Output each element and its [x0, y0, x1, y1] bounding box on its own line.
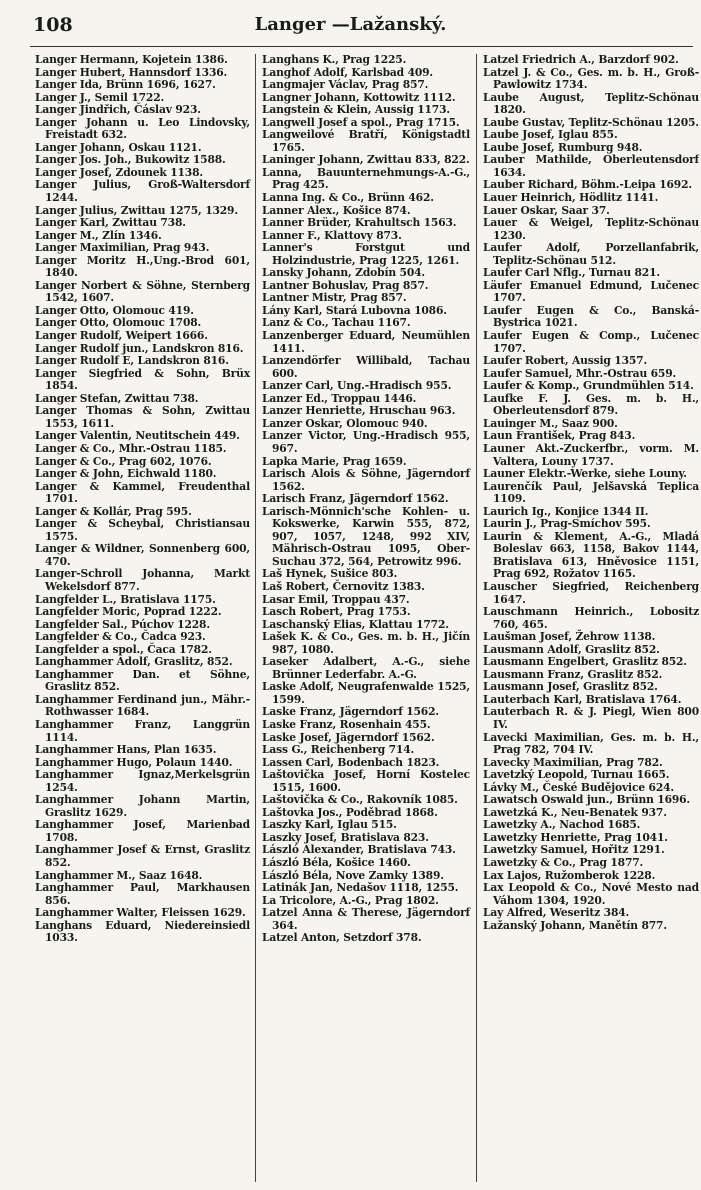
directory-entry: Langfelder L., Bratislava 1175. [35, 592, 216, 606]
directory-entry: Langer Otto, Olomouc 1708. [35, 316, 202, 330]
directory-entry: Lanner Alex., Košice 874. [262, 203, 411, 217]
directory-entry: Laufer Robert, Aussig 1357. [483, 354, 648, 368]
header-rule [30, 46, 693, 47]
directory-entry: Laufer Carl Nflg., Turnau 821. [483, 266, 660, 280]
directory-entry: Langer Julius, Groß-Waltersdorf 1244. [35, 178, 250, 205]
directory-entry: Latzel Anton, Setzdorf 378. [262, 931, 422, 945]
directory-entry: Lauschmann Heinrich., Lobositz 760, 465. [483, 605, 699, 631]
directory-entry: Lausmann Josef, Graslitz 852. [483, 680, 658, 694]
directory-entry: Latzel Friedrich A., Barzdorf 902. [483, 54, 679, 66]
directory-entry: Langer & Co., Mhr.-Ostrau 1185. [35, 441, 227, 455]
directory-entry: Lawetzky Samuel, Hořitz 1291. [483, 843, 665, 857]
directory-entry: Laufer Eugen & Comp., Lučenec 1707. [483, 329, 699, 355]
directory-entry: László Alexander, Bratislava 743. [262, 843, 456, 857]
directory-entry: Laube Josef, Rumburg 948. [483, 140, 643, 154]
directory-entry: Laurin J., Prag-Smíchov 595. [483, 517, 651, 531]
directory-entry: Lantner Bohuslav, Prag 857. [262, 278, 429, 292]
directory-entry: Lawatsch Oswald jun., Brünn 1696. [483, 793, 691, 807]
directory-entry: Lauer Heinrich, Hödlitz 1141. [483, 191, 659, 205]
directory-entry: Langer Hermann, Kojetein 1386. [35, 54, 228, 66]
directory-entry: Langhammer Josef & Ernst, Graslitz 852. [35, 843, 250, 869]
directory-entry: Lausmann Franz, Graslitz 852. [483, 667, 663, 681]
directory-entry: Lawetzká K., Neu-Benatek 937. [483, 805, 667, 819]
directory-entry: Langfelder & Co., Čadca 923. [35, 630, 206, 644]
directory-entry: Langhammer Josef, Marienbad 1708. [35, 818, 250, 844]
directory-entry: Laninger Johann, Zwittau 833, 822. [262, 153, 470, 167]
directory-entry: Langer Rudolf E, Landskron 816. [35, 354, 229, 368]
directory-entry: Langfelder Moric, Poprad 1222. [35, 605, 222, 619]
page-number: 108 [33, 14, 73, 36]
directory-entry: Lanzer Victor, Ung.-Hradisch 955, 967. [262, 429, 470, 455]
directory-entry: Laufer Samuel, Mhr.-Ostrau 659. [483, 366, 677, 380]
directory-entry: Langer M., Zlín 1346. [35, 228, 162, 242]
directory-entry: Lauterbach Karl, Bratislava 1764. [483, 692, 682, 706]
directory-entry: Langer Stefan, Zwittau 738. [35, 391, 199, 405]
directory-entry: Laske Josef, Jägerndorf 1562. [262, 730, 435, 744]
directory-entry: Laube Josef, Iglau 855. [483, 128, 618, 142]
directory-entry: Lasar Emil, Troppau 437. [262, 592, 410, 606]
directory-entry: Langer Siegfried & Sohn, Brüx 1854. [35, 366, 250, 393]
directory-entry: Langer Johann, Oskau 1121. [35, 140, 202, 154]
directory-entry: Langhof Adolf, Karlsbad 409. [262, 65, 434, 79]
directory-entry: Latzel J. & Co., Ges. m. b. H., Groß-Pawlowitz 1734. [483, 65, 699, 92]
directory-entry: Langer & Co., Prag 602, 1076. [35, 454, 212, 468]
directory-entry: Lašek K. & Co., Ges. m. b. H., Jičín 987, 1080. [262, 630, 470, 656]
directory-entry: Langhammer Johann Martin, Graslitz 1629. [35, 793, 250, 819]
directory-entry: Lawetzky & Co., Prag 1877. [483, 856, 644, 869]
directory-entry: Langhammer Ferdinand jun., Mähr.-Rothwasser 1684. [35, 692, 250, 719]
directory-entry: Langner Johann, Kottowitz 1112. [262, 90, 456, 104]
directory-entry: Launer Akt.-Zuckerfbr., vorm. M. Valtera, Louny 1737. [483, 441, 699, 468]
directory-entry: Langer Thomas & Sohn, Zwittau 1553, 1611. [35, 404, 250, 430]
directory-entry: Langer Jos. Joh., Bukowitz 1588. [35, 153, 226, 167]
directory-entry: Lausmann Adolf, Graslitz 852. [483, 642, 660, 656]
directory-entry: Laun František, Prag 843. [483, 429, 636, 443]
directory-entry: Lanzer Ed., Troppau 1446. [262, 391, 417, 405]
directory-entry: Lanzer Oskar, Olomouc 940. [262, 416, 428, 430]
directory-entry: Langer Rudolf jun., Landskron 816. [35, 341, 244, 355]
directory-entry: Langer Otto, Olomouc 419. [35, 303, 194, 317]
directory-entry: La Tricolore, A.-G., Prag 1802. [262, 893, 439, 907]
directory-entry: Langwell Josef a spol., Prag 1715. [262, 115, 460, 129]
directory-entry: Lanzer Henriette, Hruschau 963. [262, 404, 456, 418]
directory-entry: Lauinger M., Saaz 900. [483, 416, 618, 430]
page-header [0, 0, 701, 50]
directory-entry: Larisch Alois & Söhne, Jägerndorf 1562. [262, 467, 470, 493]
directory-entry: Langer & John, Eichwald 1180. [35, 467, 217, 481]
directory-entry: Langer J., Semil 1722. [35, 90, 165, 104]
directory-entry: Langer & Wildner, Sonnenberg 600, 470. [35, 542, 250, 568]
directory-entry: Lauber Richard, Böhm.-Leipa 1692. [483, 178, 692, 192]
directory-entry: Lauer & Weigel, Teplitz-Schönau 1230. [483, 216, 699, 242]
directory-entry: Lanzer Carl, Ung.-Hradisch 955. [262, 379, 452, 393]
directory-entry: Langer Moritz H.,Ung.-Brod 601, 1840. [35, 253, 250, 280]
directory-entry: Langer & Scheybal, Christiansau 1575. [35, 517, 250, 543]
directory-entry: Langfelder a spol., Čaca 1782. [35, 642, 212, 656]
directory-entry: Lanner F., Klattovy 873. [262, 228, 402, 242]
directory-entry: Laseker Adalbert, A.-G., siehe Brünner Lederfabr. A.-G. [262, 655, 470, 681]
directory-entry: László Béla, Košice 1460. [262, 856, 411, 869]
directory-entry: Laufke F. J. Ges. m. b. H., Oberleutensdorf 879. [483, 391, 699, 418]
directory-entry: Langhammer Dan. et Söhne, Graslitz 852. [35, 667, 250, 694]
directory-entry: Lax Leopold & Co., Nové Mesto nad Váhom 1304, 1920. [483, 881, 699, 907]
directory-entry: Langer Valentin, Neutitschein 449. [35, 429, 240, 443]
directory-entry: Langer Ida, Brünn 1696, 1627. [35, 78, 216, 92]
directory-entry: Langer Josef, Zdounek 1138. [35, 165, 203, 179]
directory-entry: Langhammer M., Saaz 1648. [35, 868, 203, 882]
directory-entry: Langmajer Václav, Prag 857. [262, 78, 429, 92]
directory-entry: Laštovička & Co., Rakovník 1085. [262, 793, 458, 807]
directory-entry: Lax Lajos, Ružomberok 1228. [483, 868, 656, 882]
directory-entry: Langfelder Sal., Púchov 1228. [35, 617, 210, 631]
directory-entry: László Béla, Nove Zamky 1389. [262, 868, 444, 882]
directory-entry: Langer Johann u. Leo Lindovsky, Freistadt 632. [35, 115, 250, 142]
directory-entry: Langer Maximilian, Prag 943. [35, 241, 210, 255]
directory-entry: Laske Franz, Jägerndorf 1562. [262, 705, 439, 719]
directory-entry: Laurin & Klement, A.-G., Mladá Boleslav 663, 1158, Bakov 1144, Bratislava 613, Hněvosice 1151, Prag 692, Rožatov 1165. [483, 529, 699, 581]
directory-entry: Laske Adolf, Neugrafenwalde 1525, 1599. [262, 680, 470, 706]
directory-entry: Langer Rudolf, Weipert 1666. [35, 329, 208, 343]
directory-entry: Laszky Karl, Iglau 515. [262, 818, 397, 832]
directory-entry: Laszky Josef, Bratislava 823. [262, 830, 429, 844]
directory-entry: Lansky Johann, Zdobín 504. [262, 266, 425, 280]
directory-entry: Langhammer Franz, Langgrün 1114. [35, 717, 250, 744]
directory-entry: Langweilové Bratří, Königstadtl 1765. [262, 128, 470, 154]
column-right [477, 54, 699, 1182]
directory-entry: Laš Hynek, Sušice 803. [262, 567, 398, 581]
directory-entry: Lapka Marie, Prag 1659. [262, 454, 407, 468]
directory-entry: Lass G., Reichenberg 714. [262, 743, 415, 757]
directory-entry: Laštovka Jos., Poděbrad 1868. [262, 805, 438, 819]
entry-columns [33, 54, 699, 1182]
directory-entry: Laske Franz, Rosenhain 455. [262, 717, 431, 731]
directory-entry: Laš Robert, Černovitz 1383. [262, 579, 425, 593]
directory-entry: Laštovička Josef, Horní Kostelec 1515, 1600. [262, 768, 470, 794]
directory-entry: Lausmann Engelbert, Graslitz 852. [483, 655, 687, 669]
directory-entry: Laušman Josef, Žehrow 1138. [483, 630, 656, 644]
directory-entry: Lány Karl, Stará Lubovna 1086. [262, 303, 447, 317]
column-middle [255, 54, 477, 1182]
directory-entry: Laube August, Teplitz-Schönau 1820. [483, 90, 699, 117]
directory-entry: Lanz & Co., Tachau 1167. [262, 316, 411, 330]
directory-entry: Larisch Franz, Jägerndorf 1562. [262, 492, 449, 506]
directory-entry: Lavecky Maximilian, Prag 782. [483, 755, 663, 769]
directory-entry: Langhammer Hugo, Polaun 1440. [35, 755, 233, 769]
directory-entry: Lauer Oskar, Saar 37. [483, 203, 610, 217]
directory-entry: Lavecki Maximilian, Ges. m. b. H., Prag 782, 704 IV. [483, 730, 699, 757]
column-left [33, 54, 255, 1182]
directory-entry: Lanna Ing. & Co., Brünn 462. [262, 191, 434, 205]
directory-entry: Latinák Jan, Nedašov 1118, 1255. [262, 881, 459, 895]
directory-entry: Laufer & Komp., Grundmühlen 514. [483, 379, 694, 393]
directory-entry: Langstein & Klein, Aussig 1173. [262, 103, 450, 117]
directory-entry: Langer & Kollár, Prag 595. [35, 504, 192, 518]
directory-entry: Lassen Carl, Bodenbach 1823. [262, 755, 440, 769]
directory-entry: Lay Alfred, Weseritz 384. [483, 906, 630, 920]
directory-entry: Langer Jindřich, Čáslav 923. [35, 103, 201, 117]
directory-entry: Laube Gustav, Teplitz-Schönau 1205. [483, 115, 699, 129]
directory-entry: Lasch Robert, Prag 1753. [262, 605, 411, 619]
directory-entry: Langhammer Ignaz,Merkelsgrün 1254. [35, 768, 250, 794]
directory-entry: Langer-Schroll Johanna, Markt Wekelsdorf 877. [35, 567, 250, 593]
directory-entry: Laufer Eugen & Co., Banská-Bystrica 1021. [483, 303, 699, 330]
directory-entry: Laurich Ig., Konjice 1344 II. [483, 504, 649, 518]
directory-entry: Läufer Emanuel Edmund, Lučenec 1707. [483, 278, 699, 305]
directory-entry: Lanzenberger Eduard, Neumühlen 1411. [262, 329, 470, 355]
directory-entry: Langhans K., Prag 1225. [262, 54, 407, 66]
directory-entry: Larisch-Mönnich'sche Kohlen- u. Kokswerke, Karwin 555, 872, 907, 1057, 1248, 992 XIV, Mährisch-Ostrau 1095, Ober-Suchau 372, 564, Petrowitz 996. [262, 504, 470, 568]
directory-entry: Langhans Eduard, Niedereinsiedl 1033. [35, 918, 250, 945]
running-head: Langer —Lažanský. [254, 14, 447, 35]
directory-entry: Langer Karl, Zwittau 738. [35, 216, 186, 230]
directory-entry: Lawetzky Henriette, Prag 1041. [483, 830, 668, 844]
directory-entry: Lantner Mistr, Prag 857. [262, 291, 407, 305]
directory-entry: Latzel Anna & Therese, Jägerndorf 364. [262, 906, 470, 932]
directory-entry: Lauber Mathilde, Oberleutensdorf 1634. [483, 153, 699, 179]
directory-entry: Langhammer Adolf, Graslitz, 852. [35, 655, 233, 669]
directory-entry: Langer Norbert & Söhne, Sternberg 1542, 1607. [35, 278, 250, 305]
directory-entry: Lauterbach R. & J. Piegl, Wien 800 IV. [483, 705, 699, 731]
directory-entry: Lauscher Siegfried, Reichenberg 1647. [483, 579, 699, 606]
directory-entry: Lanner's Forstgut und Holzindustrie, Prag 1225, 1261. [262, 241, 470, 267]
directory-entry: Lavetzký Leopold, Turnau 1665. [483, 768, 670, 782]
directory-entry: Launer Elektr.-Werke, siehe Louny. [483, 467, 687, 481]
directory-entry: Lanner Brüder, Krahultsch 1563. [262, 216, 457, 230]
directory-entry: Langer & Kammel, Freudenthal 1701. [35, 479, 250, 506]
directory-entry: Laurenčík Paul, Jelšavská Teplica 1109. [483, 479, 699, 506]
directory-entry: Laschanský Elias, Klattau 1772. [262, 617, 449, 631]
directory-entry: Langer Julius, Zwittau 1275, 1329. [35, 203, 238, 217]
directory-entry: Lažanský Johann, Manětín 877. [483, 918, 667, 932]
directory-entry: Laufer Adolf, Porzellanfabrik, Teplitz-Schönau 512. [483, 241, 699, 267]
directory-entry: Langhammer Paul, Markhausen 856. [35, 881, 250, 907]
directory-entry: Langhammer Walter, Fleissen 1629. [35, 906, 246, 920]
directory-entry: Lávky M., České Budějovice 624. [483, 780, 674, 794]
directory-entry: Langer Hubert, Hannsdorf 1336. [35, 65, 228, 79]
directory-entry: Lanzendörfer Willibald, Tachau 600. [262, 354, 470, 380]
directory-entry: Lanna, Bauunternehmungs-A.-G., Prag 425. [262, 165, 470, 192]
directory-entry: Langhammer Hans, Plan 1635. [35, 743, 217, 757]
directory-entry: Lawetzky A., Nachod 1685. [483, 818, 641, 832]
